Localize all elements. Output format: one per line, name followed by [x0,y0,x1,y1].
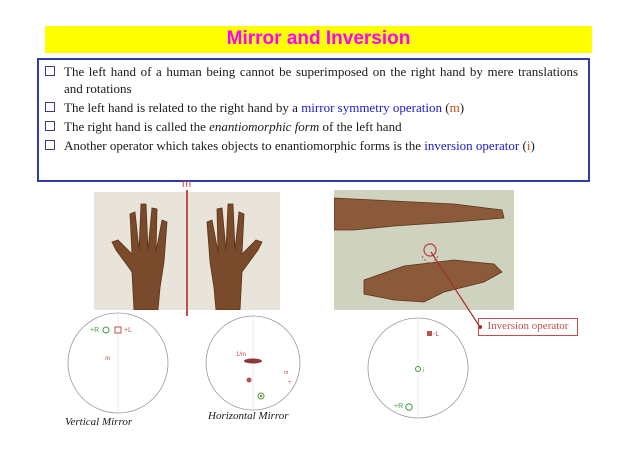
text-run: The left hand is related to the right hand by a [64,100,302,115]
page-title: Mirror and Inversion [226,28,411,49]
symbol-m: m [449,100,460,115]
text-run: ) [459,100,465,115]
text-run: ) [530,138,535,153]
text-run: The right hand is called the [64,119,210,134]
stereogram-horizontal-mirror [206,316,300,410]
svg-text:+R: +R [90,327,100,334]
inversion-operator-label-box: Inversion operator [478,318,578,336]
enantiomorphic-term: enantiomorphic form [209,119,320,134]
inversion-operator-term: inversion operator [424,138,520,153]
text-run: Another operator which takes objects to enantiomorphic forms is the [64,138,425,153]
svg-text:1/m: 1/m [236,352,247,358]
caption-horizontal-mirror: Horizontal Mirror [208,410,289,422]
stereogram-vertical-mirror [68,313,168,413]
mirror-label: m [182,178,192,190]
svg-text:+R: +R [394,403,404,410]
text-run: ( [442,100,450,115]
svg-text:m: m [105,354,111,362]
caption-vertical-mirror: Vertical Mirror [65,416,133,428]
text-run: of the left hand [319,119,402,134]
svg-text:+: + [288,380,292,386]
bullet-text: The left hand of a human being cannot be superimposed on the right hand by mere translations and rotations [64,64,578,96]
svg-text:+L: +L [124,327,132,334]
svg-text:i: i [423,368,425,374]
svg-text:-L: -L [433,331,440,338]
stereogram-inversion [368,318,468,418]
text-run: ( [519,138,527,153]
svg-text:m: m [284,370,289,376]
mirror-symmetry-term: mirror symmetry operation [301,100,442,115]
symbol-i: i [526,138,531,153]
